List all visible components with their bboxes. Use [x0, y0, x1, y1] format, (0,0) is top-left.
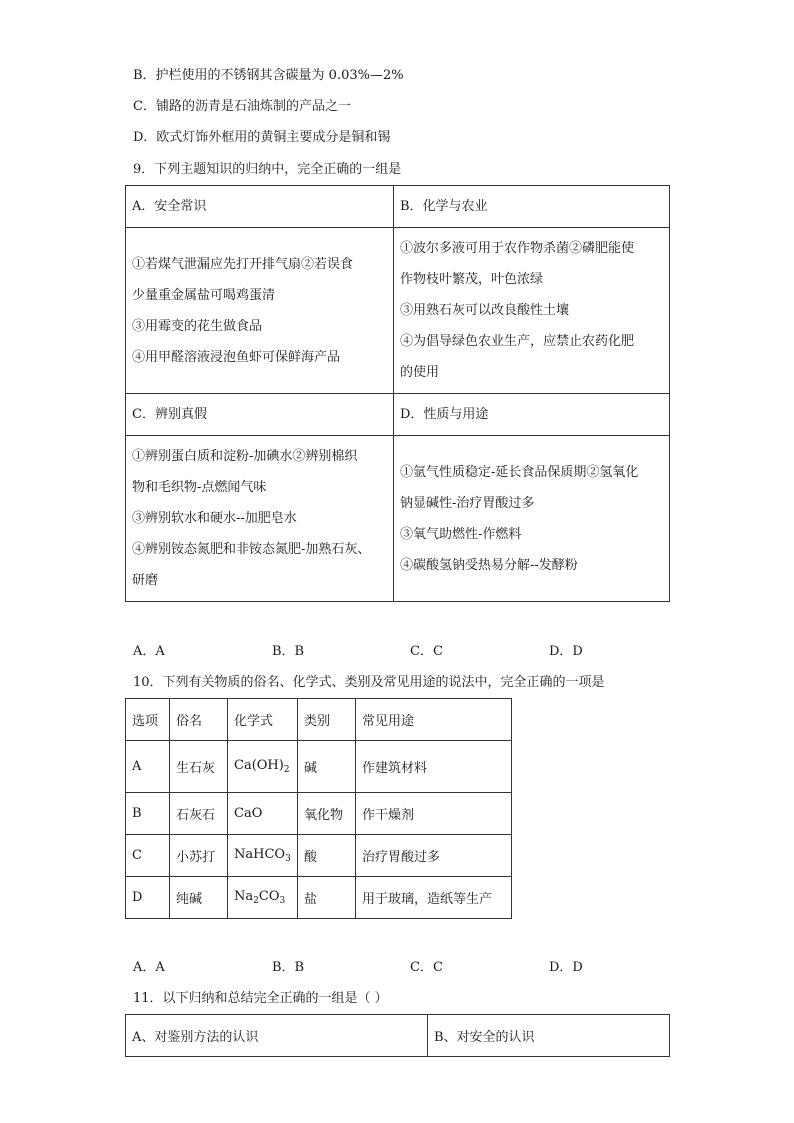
table-row — [126, 877, 512, 919]
q9-a-line: ④用甲醛溶液浸泡鱼虾可保鲜海产品 — [132, 349, 341, 365]
q10-cell-option: C — [126, 835, 170, 877]
q11-table — [125, 1014, 670, 1057]
question-11: 11．以下归纳和总结完全正确的一组是（ ） — [133, 991, 388, 1006]
table-row — [126, 835, 512, 877]
q10-header-use: 常见用途 — [356, 699, 512, 741]
q10-cell-category: 氧化物 — [298, 793, 356, 835]
q9-b-line: 的使用 — [400, 365, 440, 380]
q9-cell-d-head: D．性质与用途 — [394, 394, 670, 436]
q9-b-line: ④为倡导绿色农业生产，应禁止农药化肥 — [400, 334, 635, 349]
q9-a-line: ①若煤气泄漏应先打开排气扇②若误食 — [132, 256, 354, 272]
q9-b-line: 作物枝叶繁茂，叶色浓绿 — [400, 272, 544, 287]
q11-cell-a-head: A、对鉴别方法的认识 — [126, 1015, 428, 1057]
formula-part: CO — [258, 889, 280, 904]
q10-cell-name: 石灰石 — [170, 793, 228, 835]
q9-d-line: ④碳酸氢钠受热易分解--发酵粉 — [400, 557, 578, 573]
q10-cell-use: 作建筑材料 — [356, 741, 512, 793]
q10-cell-option: A — [126, 741, 170, 793]
q9-cell-a-body — [126, 228, 394, 394]
q10-option-d: D．D — [549, 960, 583, 975]
q9-cell-b-head: B．化学与农业 — [394, 186, 670, 228]
q9-d-line: ③氧气助燃性-作燃料 — [400, 526, 522, 542]
q10-option-c: C．C — [410, 960, 443, 975]
q10-cell-use: 作干燥剂 — [356, 793, 512, 835]
q9-c-line: 研磨 — [132, 573, 159, 588]
q9-a-line: 少量重金属盐可喝鸡蛋清 — [132, 287, 276, 303]
formula-subscript: 2 — [253, 896, 259, 906]
q9-b-line: ③用熟石灰可以改良酸性土壤 — [400, 303, 570, 318]
option-d-q8: D．欧式灯饰外框用的黄铜主要成分是铜和锡 — [133, 130, 391, 145]
question-9: 9．下列主题知识的归纳中，完全正确的一组是 — [133, 162, 402, 177]
q9-cell-c-head: C．辨别真假 — [126, 394, 394, 436]
q10-cell-formula — [228, 877, 298, 919]
q9-b-line: ①波尔多液可用于农作物杀菌②磷肥能使 — [400, 241, 635, 256]
table-row — [126, 793, 512, 835]
formula-part: CaO — [234, 806, 263, 821]
formula-subscript: 2 — [283, 765, 290, 775]
q10-header-option: 选项 — [126, 699, 170, 741]
q9-c-line: ③辨别软水和硬水--加肥皂水 — [132, 511, 297, 526]
q10-header-formula: 化学式 — [228, 699, 298, 741]
q10-cell-use: 治疗胃酸过多 — [356, 835, 512, 877]
q10-cell-option: D — [126, 877, 170, 919]
option-c-q8: C．铺路的沥青是石油炼制的产品之一 — [133, 99, 351, 114]
q9-c-line: ④辨别铵态氮肥和非铵态氮肥-加熟石灰、 — [132, 542, 371, 557]
q10-header-name: 俗名 — [170, 699, 228, 741]
formula-subscript: 3 — [279, 896, 286, 906]
q9-cell-d-body — [394, 436, 670, 602]
q9-d-line: ①氩气性质稳定-延长食品保质期②氢氧化 — [400, 464, 639, 480]
formula-part: Ca(OH) — [234, 758, 284, 773]
q9-c-line: ①辨别蛋白质和淀粉-加碘水②辨别棉织 — [132, 449, 358, 464]
q9-options — [133, 643, 693, 661]
q10-cell-category: 碱 — [298, 741, 356, 793]
q9-option-c: C．C — [410, 644, 443, 659]
q10-cell-category: 盐 — [298, 877, 356, 919]
formula-part: Na — [234, 889, 254, 904]
q9-d-line: 钠显碱性-治疗胃酸过多 — [400, 495, 535, 511]
q11-cell-b-head: B、对安全的认识 — [428, 1015, 670, 1057]
formula-part: NaHCO — [234, 847, 286, 862]
q10-cell-formula — [228, 793, 298, 835]
q10-option-b: B．B — [272, 960, 305, 975]
q9-c-line: 物和毛织物-点燃闻气味 — [132, 480, 267, 495]
q10-header-category: 类别 — [298, 699, 356, 741]
q9-cell-a-head: A．安全常识 — [126, 186, 394, 228]
question-10: 10．下列有关物质的俗名、化学式、类别及常见用途的说法中，完全正确的一项是 — [133, 675, 605, 690]
q10-options — [133, 959, 693, 977]
q10-table — [125, 698, 512, 919]
q10-cell-use: 用于玻璃，造纸等生产 — [356, 877, 512, 919]
q10-cell-formula — [228, 835, 298, 877]
q9-option-b: B．B — [272, 644, 305, 659]
q9-cell-b-body — [394, 228, 670, 394]
q10-option-a: A．A — [133, 960, 165, 975]
q9-option-d: D．D — [549, 644, 583, 659]
q9-table — [125, 185, 670, 602]
q9-a-line: ③用霉变的花生做食品 — [132, 318, 263, 334]
q10-cell-name: 纯碱 — [170, 877, 228, 919]
q10-cell-name: 生石灰 — [170, 741, 228, 793]
q9-option-a: A．A — [133, 644, 165, 659]
option-b-q8: B．护栏使用的不锈钢其含碳量为 0.03%—2% — [133, 68, 404, 83]
table-row — [126, 741, 512, 793]
q10-cell-category: 酸 — [298, 835, 356, 877]
q9-cell-c-body — [126, 436, 394, 602]
q10-cell-formula — [228, 741, 298, 793]
q10-cell-name: 小苏打 — [170, 835, 228, 877]
formula-subscript: 3 — [285, 854, 291, 864]
q10-cell-option: B — [126, 793, 170, 835]
